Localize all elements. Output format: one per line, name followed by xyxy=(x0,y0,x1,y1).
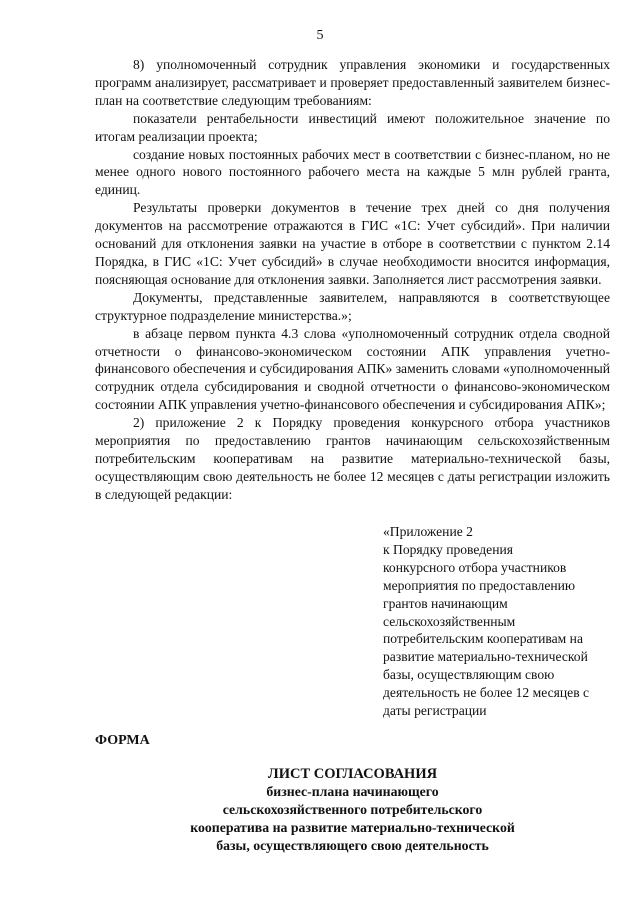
appendix-line: развитие материально-технической xyxy=(383,649,588,665)
appendix-line: сельскохозяйственным xyxy=(383,613,516,629)
paragraph-documents: Документы, представленные заявителем, направляются в соответствующее структурное подразделение министерства.»; xyxy=(95,289,610,323)
appendix-line: базы, осуществляющим свою xyxy=(383,667,555,683)
appendix-line: конкурсного отбора участников xyxy=(383,559,567,575)
appendix-line: даты регистрации xyxy=(383,703,487,719)
form-title xyxy=(95,765,610,855)
paragraph-clause-4-3: в абзаце первом пункта 4.3 слова «уполномоченный сотрудник отдела сводной отчетности о финансово-экономическом состоянии АПК управления учетно-финансового обеспечения и субсидирования АПК» заменить словами «уполномоченный сотрудник отдела субсидирования и сводной отчетности о финансово-экономическом состоянии АПК управления учетно-финансового обеспечения и субсидирования АПК»; xyxy=(95,325,610,413)
form-label: ФОРМА xyxy=(95,733,150,748)
appendix-heading xyxy=(383,523,623,720)
appendix-line: деятельность не более 12 месяцев с xyxy=(383,685,590,701)
page-number: 5 xyxy=(316,28,324,43)
appendix-line: потребительским кооперативам на xyxy=(383,631,583,647)
form-title-main: ЛИСТ СОГЛАСОВАНИЯ xyxy=(267,766,438,782)
appendix-line: «Приложение 2 xyxy=(383,524,473,539)
paragraph-profitability: показатели рентабельности инвестиций имеют положительное значение по итогам реализации проекта; xyxy=(95,110,610,144)
paragraph-jobs: создание новых постоянных рабочих мест в соответствии с бизнес-планом, но не менее одного нового постоянного рабочего места на каждые 5 млн рублей гранта, единиц. xyxy=(95,146,610,198)
form-title-line: кооператива на развитие материально-технической xyxy=(190,820,515,835)
appendix-line: мероприятия по предоставлению xyxy=(383,577,576,593)
appendix-line: к Порядку проведения xyxy=(383,541,514,557)
paragraph-item-8: 8) уполномоченный сотрудник управления экономики и государственных программ анализирует, рассматривает и проверяет предоставленный заявителем бизнес-план на соответствие следующим требованиям: xyxy=(95,57,610,108)
appendix-line: грантов начинающим xyxy=(383,595,508,611)
form-title-line: сельскохозяйственного потребительского xyxy=(222,802,483,817)
form-title-line: бизнес-плана начинающего xyxy=(266,784,439,799)
paragraph-results: Результаты проверки документов в течение трех дней со дня получения документов на рассмотрение отражаются в ГИС «1С: Учет субсидий». При наличии оснований для отклонения заявки на участие в отборе в соответствии с пунктом 2.14 Порядка, в ГИС «1С: Учет субсидий» в случае необходимости вносится информация, поясняющая основание для отклонения заявки. Заполняется лист рассмотрения заявки. xyxy=(95,200,610,287)
body-text xyxy=(95,56,610,504)
paragraph-appendix-2: 2) приложение 2 к Порядку проведения конкурсного отбора участников мероприятия по предоставлению грантов начинающим сельскохозяйственным потребительским кооперативам на развитие материально-технической базы, осуществляющим свою деятельность не более 12 месяцев с даты регистрации изложить в следующей редакции: xyxy=(95,415,610,502)
form-title-line: базы, осуществляющего свою деятельность xyxy=(216,838,489,853)
